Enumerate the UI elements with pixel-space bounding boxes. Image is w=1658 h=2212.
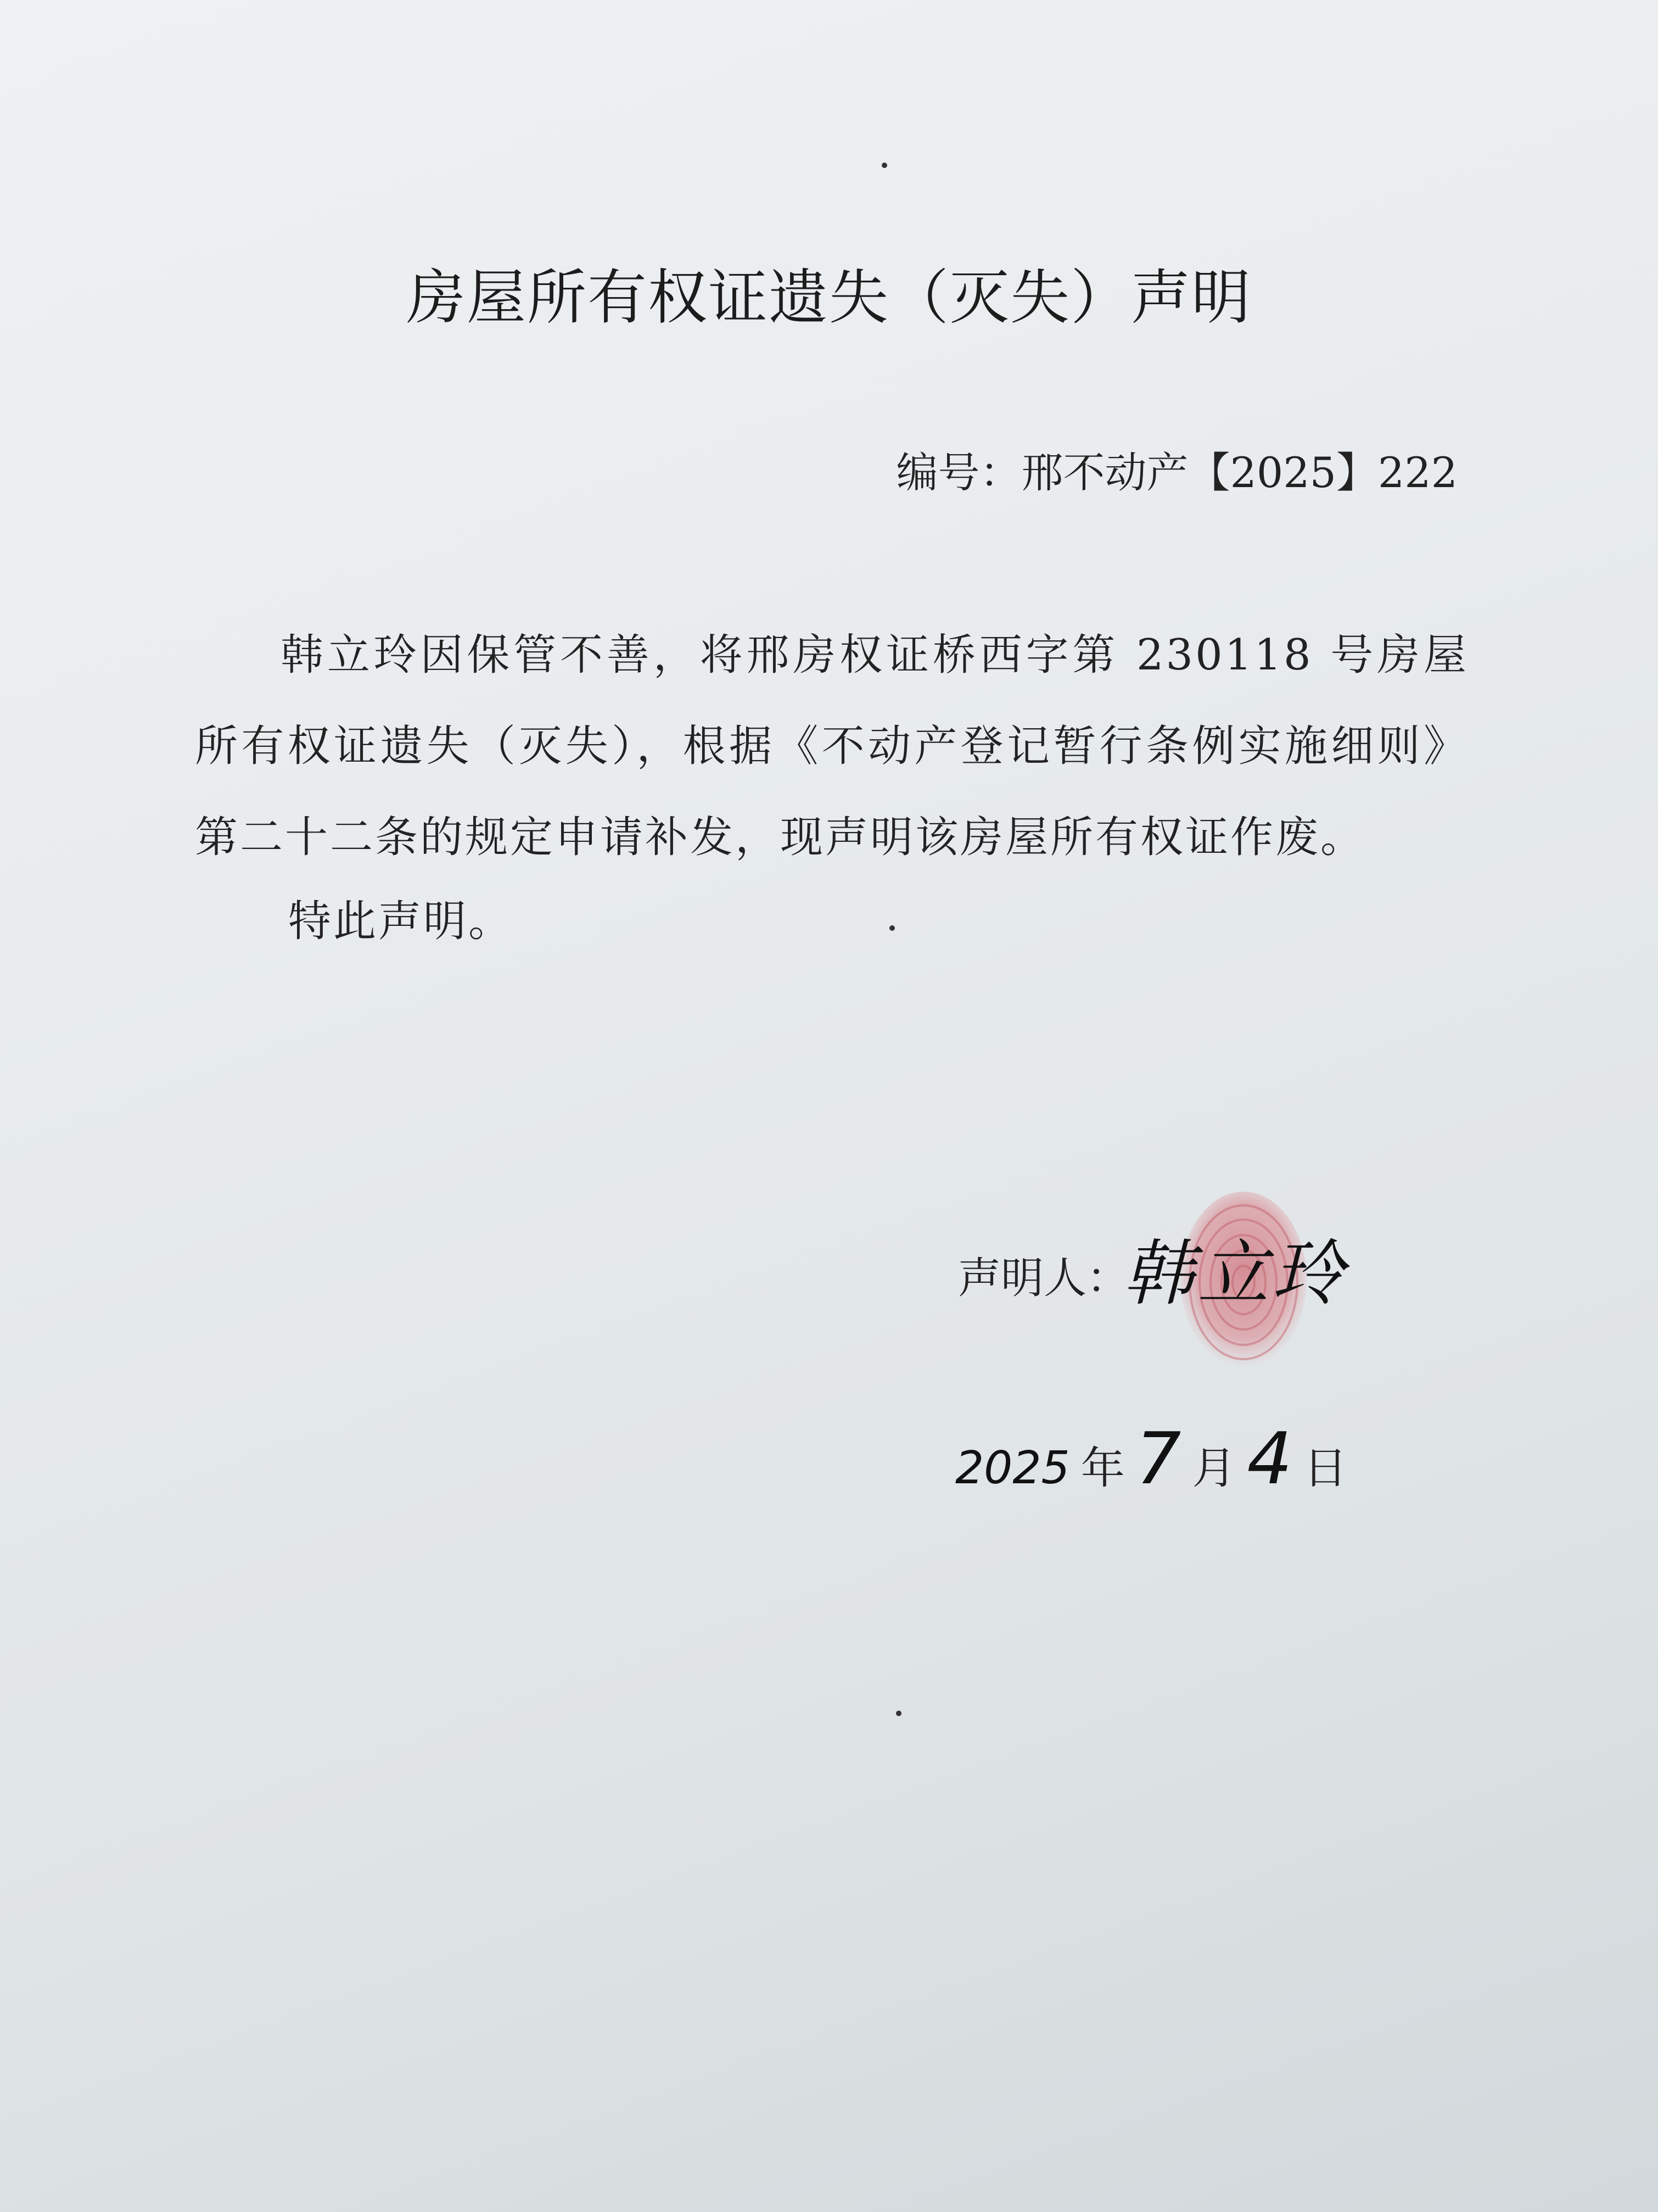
declarant-signature: 韩立玲	[1123, 1232, 1347, 1315]
declaration-body: 韩立玲因保管不善，将邢房权证桥西字第 230118 号房屋所有权证遗失（灭失），根据《不动产登记暂行条例实施细则》第二十二条的规定申请补发，现声明该房屋所有权证作废。	[195, 630, 1469, 862]
document-number: 编号：邢不动产【2025】222	[896, 448, 1458, 497]
speck	[889, 925, 895, 931]
document-title: 房屋所有权证遗失（灭失）声明	[406, 264, 1252, 332]
speck	[896, 1711, 901, 1716]
date-year: 2025	[955, 1442, 1070, 1494]
closing-statement: 特此声明。	[288, 897, 514, 946]
date-day-unit: 日	[1303, 1443, 1348, 1494]
date-month-unit: 月	[1192, 1443, 1236, 1494]
declaration-date	[955, 1417, 1358, 1500]
date-month: 7	[1135, 1417, 1181, 1500]
date-day: 4	[1247, 1417, 1293, 1500]
speck	[882, 163, 887, 168]
declarant-label: 声明人：	[958, 1254, 1130, 1303]
date-year-unit: 年	[1080, 1443, 1125, 1494]
